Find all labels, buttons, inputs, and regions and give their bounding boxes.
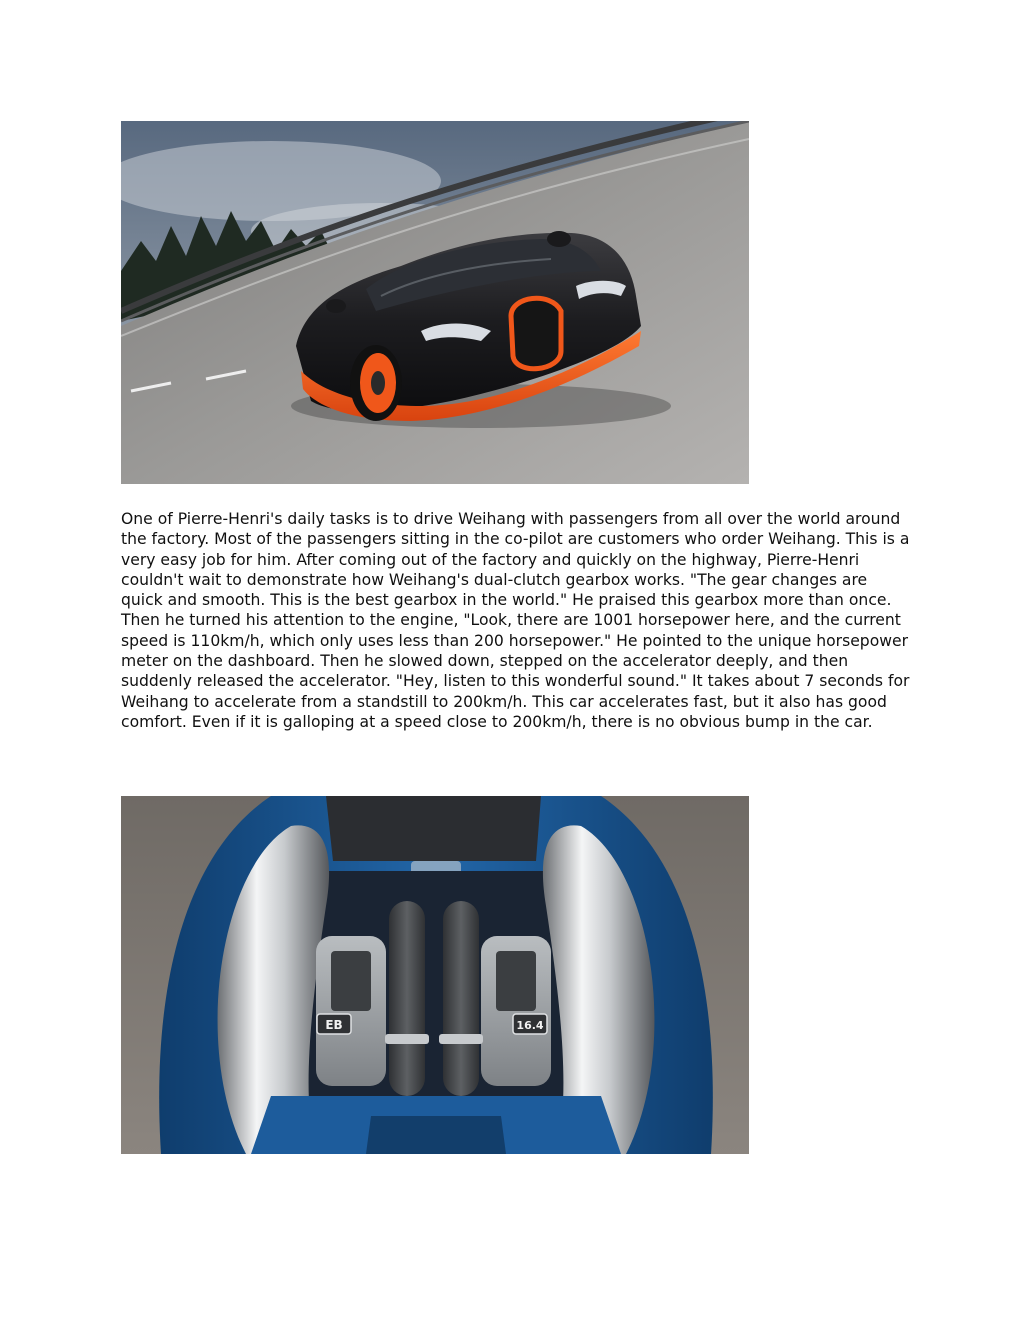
engine-badge-right: 16.4 (516, 1019, 544, 1032)
supercar-on-track-illustration (121, 121, 749, 484)
supercar-on-track-photo (121, 121, 749, 484)
engine-badge-left: EB (325, 1018, 343, 1032)
engine-bay-illustration (121, 796, 749, 1154)
paragraph-engine: Then he turned his attention to the engine, "Look, there are 1001 horsepower here, and the current speed is 110km/h, which only uses less than 200 horsepower." He pointed to the unique horsepower meter on the dashboard. Then he slowed down, stepped on the accelerator deeply, and then suddenly released the accelerator. "Hey, listen to this wonderful sound." It takes about 7 seconds for Weihang to accelerate from a standstill to 200km/h. This car accelerates fast, but it also has good comfort. Even if it is galloping at a speed close to 200km/h, there is no obvious bump in the car. (121, 611, 910, 731)
engine-bay-photo (121, 796, 749, 1154)
paragraph-gearbox: One of Pierre-Henri's daily tasks is to drive Weihang with passengers from all over the world around the factory. Most of the passengers sitting in the co-pilot are customers who order Weihang. This is a very easy job for him. After coming out of the factory and quickly on the highway, Pierre-Henri couldn't wait to demonstrate how Weihang's dual-clutch gearbox works. "The gear changes are quick and smooth. This is the best gearbox in the world." He praised this gearbox more than once. (121, 510, 910, 610)
article-text (121, 509, 911, 732)
